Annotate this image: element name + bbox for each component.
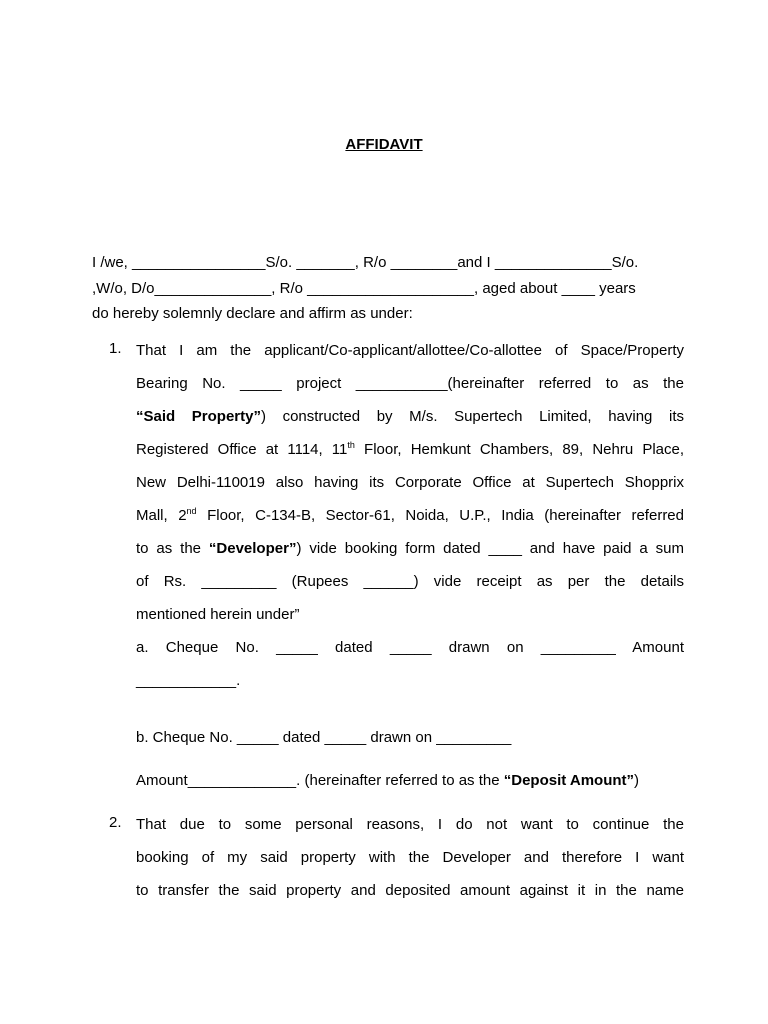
item-line: Registered Office at 1114, 11th Floor, Hemkunt Chambers, 89, Nehru Place, [136,440,685,458]
declaration-item-2 [92,808,684,907]
item-line: Bearing No. _____ project ___________(hereinafter referred to as the [136,375,684,392]
cheque-b-line: b. Cheque No. _____ dated _____ drawn on _________ [136,729,512,746]
item-line: to as the “Developer”) vide booking form dated ____ and have paid a sum [136,540,684,557]
item-line: That I am the applicant/Co-applicant/allottee/Co-allottee of Space/Property [136,342,684,359]
item-line: “Said Property”) constructed by M/s. Supertech Limited, having its [136,408,685,425]
item-line: booking of my said property with the Developer and therefore I want [136,849,684,866]
cheque-a-amount: ____________. [136,672,241,689]
intro-line: ,W/o, D/o______________, R/o ____________________, aged about ____ years [92,279,636,297]
intro-paragraph [92,250,684,327]
declaration-item-1 [92,334,684,797]
cheque-b-amount: Amount_____________. (hereinafter referred to as the “Deposit Amount”) [136,772,640,789]
item-line: That due to some personal reasons, I do not want to continue the [136,816,684,833]
cheque-a-line: a. Cheque No. _____ dated _____ drawn on _________ Amount [136,639,684,656]
item-number: 1. [109,340,122,357]
item-line: to transfer the said property and deposited amount against it in the name [136,882,684,899]
item-line: mentioned herein under” [136,606,300,623]
item-line: New Delhi-110019 also having its Corporate Office at Supertech Shopprix [136,474,684,491]
item-line: Mall, 2nd Floor, C-134-B, Sector-61, Noida, U.P., India (hereinafter referred [136,506,684,524]
item-number: 2. [109,814,122,831]
item-line: of Rs. _________ (Rupees ______) vide receipt as per the details [136,573,684,590]
developer-term: “Developer” [208,540,297,557]
intro-line: I /we, ________________S/o. _______, R/o ________and I ______________S/o. [92,254,639,271]
document-title: AFFIDAVIT [345,136,423,153]
said-property-term: “Said Property” [136,408,261,425]
deposit-amount-term: “Deposit Amount” [503,772,635,789]
intro-line: do hereby solemnly declare and affirm as under: [92,305,413,322]
